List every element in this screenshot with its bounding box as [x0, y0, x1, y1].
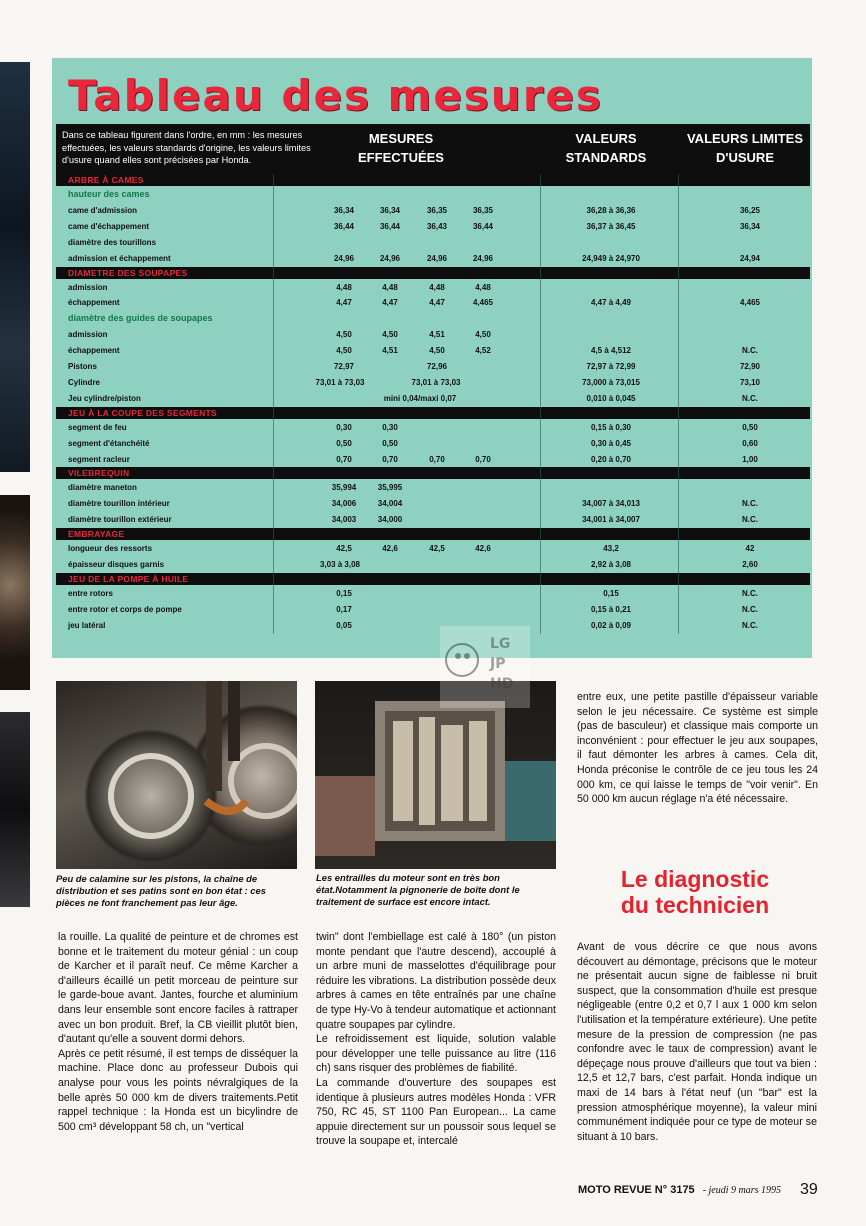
standard-value: 72,97 à 72,99: [586, 362, 636, 371]
pistons-illustration: [56, 681, 297, 869]
table-row: [0, 343, 866, 359]
row-label: entre rotors: [68, 588, 113, 598]
limit-value: N.C.: [742, 393, 758, 403]
standard-value: 24,949 à 24,970: [582, 253, 640, 263]
measured-value: 4,48: [429, 282, 445, 292]
measured-value: 3,03 à 3,08: [319, 560, 361, 569]
table-row: [0, 541, 866, 557]
row-label: admission: [68, 282, 108, 292]
limit-value: N.C.: [742, 588, 758, 598]
section-title: ARBRE À CAMES: [68, 175, 144, 185]
measured-value: 0,15: [336, 588, 352, 598]
measured-value: 24,96: [426, 253, 448, 263]
measured-value: 73,01 à 73,03: [411, 377, 461, 387]
measured-value: 4,48: [336, 282, 352, 292]
standard-value: 4,5 à 4,512: [590, 346, 632, 356]
measured-value: 4,50: [475, 330, 491, 340]
table-intro: Dans ce tableau figurent dans l'ordre, en mm : les mesures effectuées, les valeurs standards d'origine, les valeurs limites d'usure quand elles sont précisées par Honda.: [62, 130, 311, 165]
pistons-photo: [56, 681, 297, 869]
section-heading-line1: Le diagnostic: [620, 866, 770, 892]
table-row: [0, 235, 866, 251]
header-limits: VALEURS LIMITES D'USURE: [686, 131, 804, 165]
standard-value: 4,47 à 4,49: [590, 298, 632, 308]
row-label: diamètre tourillon intérieur: [68, 499, 170, 509]
measured-value: 4,465: [472, 298, 494, 308]
section-bar: [56, 467, 810, 479]
measured-value: 73,01 à 73,03: [315, 377, 365, 387]
measured-value: 36,34: [379, 205, 401, 215]
table-row: [0, 480, 866, 496]
standard-value: 0,15 à 0,21: [590, 604, 632, 614]
section-title: EMBRAYAGE: [68, 529, 125, 540]
limit-value: 24,94: [739, 253, 761, 263]
table-row: [0, 436, 866, 452]
limit-value: N.C.: [742, 620, 758, 630]
page-number: 39: [800, 1181, 818, 1198]
measured-value: 36,44: [472, 221, 494, 231]
section-bar: [56, 174, 810, 186]
measured-value: 24,96: [472, 253, 494, 263]
table-row: [0, 203, 866, 219]
magazine-issue: MOTO REVUE N° 3175: [578, 1184, 695, 1196]
table-row: [0, 359, 866, 375]
table-row: [0, 391, 866, 407]
limit-value: 72,90: [739, 362, 761, 371]
limit-value: 4,465: [739, 298, 761, 308]
measured-value: 42,5: [429, 544, 445, 554]
measured-value: 36,34: [333, 205, 355, 215]
article-column-2: [316, 930, 556, 1149]
measured-value: 4,50: [336, 346, 352, 356]
table-row: [0, 496, 866, 512]
measured-value: 4,50: [429, 346, 445, 356]
table-header: [56, 124, 810, 174]
limit-value: 1,00: [742, 454, 758, 464]
row-label: jeu latéral: [68, 620, 106, 630]
header-standard: VALEURS STANDARDS: [565, 131, 647, 165]
page-footer: [578, 1184, 781, 1196]
measured-value: 4,51: [429, 330, 445, 340]
column-3-paragraph-1: Avant de vous décrire ce que nous avons découvert au démontage, précisons que le moteur ne présentait aucun signe de faiblesse ni bruit suspect, que la consommation d'huile est presque négligeable (entre 0,2 et 0,7 l aux 1 000 km selon l'utilisation et la température extérieure). Une petite mesure de la pression de compression (ne pas confondre avec le taux de compression) avant le dépeçage nous prouve d'ailleurs que tout va bien : 12,5 et 12,7 bars, c'est parfait. Honda indique un maxi de 14 bars à l'état neuf (un "bar" est la pression atmosphérique moyenne), la valeur mini communément indiquée pour ce type de moteur se situant à 10 bars.: [577, 941, 817, 1143]
edge-photo-3: [0, 712, 30, 907]
article-column-1: [58, 930, 298, 1134]
standard-value: 36,37 à 36,45: [586, 221, 636, 231]
article-right-top: entre eux, une petite pastille d'épaisseur variable selon le jeu nécessaire. Ce système est simple (pas de basculeur) et classique mais comporte un inconvénient : pour effectuer le jeu aux soupapes, il faut démonter les arbres à cames. Cela dit, Honda préconise le contrôle de ce jeu tous les 24 000 km, ce qui laisse le temps de "voir venir". En 50 000 km aucun réglage n'a été nécessaire.: [577, 691, 818, 806]
measured-value: 34,006: [331, 499, 357, 509]
header-measured: MESURES EFFECTUÉES: [358, 131, 444, 165]
row-label: longueur des ressorts: [68, 544, 153, 554]
section-title: JEU À LA COUPE DES SEGMENTS: [68, 407, 218, 418]
standard-value: 36,28 à 36,36: [586, 205, 636, 215]
measured-value: mini 0,04/maxi 0,07: [383, 393, 457, 403]
row-label: admission: [68, 330, 108, 340]
limit-value: N.C.: [742, 346, 758, 356]
table-title: Tableau des mesures: [68, 71, 603, 120]
row-label: segment d'étanchéité: [68, 438, 150, 448]
standard-value: 0,15: [603, 588, 619, 598]
row-label: segment racleur: [68, 454, 130, 464]
section-bar: [56, 407, 810, 419]
standard-value: 0,02 à 0,09: [590, 620, 632, 630]
table-row: [0, 327, 866, 343]
limit-value: 42: [745, 544, 755, 554]
row-label: diamètre maneton: [68, 483, 137, 493]
row-label: échappement: [68, 346, 120, 356]
column-1-paragraph-1: la rouille. La qualité de peinture et de chromes est bonne et le traitement du moteur génial : un coup de Karcher et il paraît neuf. Ce même Karcher a d'ailleurs écaillé un petit morceau de peinture sur le garde-boue avant. Jantes, fourche et aluminium dans leur ensemble sont encore faciles à rattraper avec un bon produit. Bref, la CB vieillit plutôt bien, d'autant qu'elle a souvent dormi dehors.: [58, 931, 298, 1046]
measured-value: 35,994: [331, 483, 357, 493]
caption-middle: Les entrailles du moteur sont en très bon état.Notamment la pignonerie de boîte dont le traitement de surface est encore intact.: [316, 872, 520, 907]
column-2-paragraph-3: La commande d'ouverture des soupapes est identique à plusieurs autres modèles Honda : VFR 750, RC 45, ST 1100 Pan European... La came appuie directement sur un poussoir sous lequel se trouve la soupape et, intercalé: [316, 1076, 556, 1148]
svg-text:JP: JP: [490, 656, 506, 672]
measured-value: 42,5: [336, 544, 352, 554]
section-title: JEU DE LA POMPE À HUILE: [68, 573, 189, 584]
measured-value: 0,30: [382, 422, 398, 432]
measured-value: 0,05: [336, 620, 352, 630]
measured-value: 4,52: [475, 346, 491, 356]
measured-value: 0,50: [382, 438, 398, 448]
measured-value: 4,50: [382, 330, 398, 340]
limit-value: 2,60: [742, 560, 758, 569]
standard-value: 0,30 à 0,45: [590, 438, 632, 448]
limit-value: 36,25: [739, 205, 761, 215]
table-row: [0, 602, 866, 618]
column-2-paragraph-1: twin" dont l'embiellage est calé à 180° (un piston monte pendant que l'autre descend), accouplé à un arbre muni de masselottes d'équilibrage pour réduire les vibrations. La distribution possède deux arbres à cames en tête entraînés par une chaîne de type Hy-Vo à tendeur automatique et actionnant quatre soupapes par cylindre.: [316, 931, 556, 1031]
column-1-paragraph-2: Après ce petit résumé, il est temps de disséquer la machine. Place donc au professeur Dubois qui analyse pour vous les points névralgiques de la belle après 50 000 km de divers traitements.Petit rappel technique : la Honda est un bicylindre de 500 cm³ développant 58 ch, un "vertical: [58, 1047, 298, 1133]
table-row: [0, 280, 866, 296]
table-row: [0, 586, 866, 602]
column-divider: [273, 174, 274, 634]
measured-value: 4,47: [429, 298, 445, 308]
standard-value: 0,15 à 0,30: [590, 422, 632, 432]
measured-value: 4,47: [382, 298, 398, 308]
row-label: came d'admission: [68, 205, 138, 215]
section-title: VILEBREQUIN: [68, 468, 130, 479]
row-label: Pistons: [68, 362, 97, 371]
limit-value: 73,10: [739, 377, 761, 387]
measured-value: 24,96: [379, 253, 401, 263]
section-heading-line2: du technicien: [620, 892, 770, 918]
measured-value: 36,44: [333, 221, 355, 231]
table-row: [0, 420, 866, 436]
measured-value: 4,48: [475, 282, 491, 292]
gearbox-illustration: [315, 681, 556, 869]
measured-value: 4,50: [336, 330, 352, 340]
standard-value: 0,010 à 0,045: [586, 393, 636, 403]
row-label: admission et échappement: [68, 253, 171, 263]
table-row: [0, 452, 866, 468]
section-title: DIAMETRE DES SOUPAPES: [68, 267, 188, 278]
limit-value: 36,34: [739, 221, 761, 231]
table-row: [0, 557, 866, 573]
section-bar: [56, 528, 810, 540]
column-2-paragraph-2: Le refroidissement est liquide, solution valable pour développer une telle puissance au litre (116 ch) sans risquer des problèmes de fiabilité.: [316, 1033, 556, 1075]
table-subheading: hauteur des cames: [68, 189, 150, 199]
gearbox-photo: [315, 681, 556, 869]
standard-value: 0,20 à 0,70: [590, 454, 632, 464]
limit-value: N.C.: [742, 604, 758, 614]
row-label: entre rotor et corps de pompe: [68, 604, 182, 614]
row-label: diamètre des tourillons: [68, 237, 157, 247]
row-label: came d'échappement: [68, 221, 150, 231]
standard-value: 43,2: [603, 544, 619, 554]
measured-value: 36,43: [426, 221, 448, 231]
measured-value: 34,003: [331, 515, 357, 525]
limit-value: 0,60: [742, 438, 758, 448]
measured-value: 0,50: [336, 438, 352, 448]
measured-value: 42,6: [475, 544, 491, 554]
svg-text:LG: LG: [490, 636, 511, 652]
row-label: épaisseur disques garnis: [68, 560, 165, 569]
watermark-stamp: [440, 626, 530, 708]
row-label: segment de feu: [68, 422, 127, 432]
table-subheading: diamètre des guides de soupapes: [68, 313, 213, 324]
measured-value: 72,97: [333, 362, 355, 371]
standard-value: 34,001 à 34,007: [582, 515, 640, 525]
measured-value: 24,96: [333, 253, 355, 263]
section-bar: [56, 573, 810, 585]
measured-value: 34,000: [377, 515, 403, 525]
measured-value: 35,995: [377, 483, 403, 493]
caption-left: Peu de calamine sur les pistons, la chaîne de distribution et ses patins sont en bon état : ces pièces ne font franchement pas leur âge.: [56, 873, 266, 908]
section-bar: [56, 267, 810, 279]
measured-value: 36,35: [472, 205, 494, 215]
edge-photo-1: [0, 62, 30, 472]
measured-value: 4,47: [336, 298, 352, 308]
measured-value: 0,70: [429, 454, 445, 464]
row-label: diamètre tourillon extérieur: [68, 515, 172, 525]
table-row: [0, 295, 866, 311]
measured-value: 34,004: [377, 499, 403, 509]
measured-value: 36,44: [379, 221, 401, 231]
article-column-3: [577, 940, 817, 1144]
table-row: [0, 512, 866, 528]
section-heading: [590, 866, 800, 918]
row-label: Cylindre: [68, 377, 101, 387]
issue-date: - jeudi 9 mars 1995: [702, 1185, 782, 1196]
svg-text:HD: HD: [490, 676, 514, 692]
standard-value: 2,92 à 3,08: [590, 560, 632, 569]
table-row: [0, 219, 866, 235]
measured-value: 0,30: [336, 422, 352, 432]
measured-value: 4,51: [382, 346, 398, 356]
column-divider: [678, 174, 679, 634]
measured-value: 0,70: [382, 454, 398, 464]
standard-value: 34,007 à 34,013: [582, 499, 640, 509]
column-divider: [540, 174, 541, 634]
limit-value: N.C.: [742, 515, 758, 525]
table-row: [0, 251, 866, 267]
measured-value: 0,70: [336, 454, 352, 464]
limit-value: N.C.: [742, 499, 758, 509]
limit-value: 0,50: [742, 422, 758, 432]
standard-value: 73,000 à 73,015: [582, 377, 640, 387]
table-row: [0, 618, 866, 634]
table-row: [0, 375, 866, 391]
measured-value: 0,70: [475, 454, 491, 464]
measured-value: 4,48: [382, 282, 398, 292]
row-label: Jeu cylindre/piston: [68, 393, 141, 403]
measured-value: 36,35: [426, 205, 448, 215]
row-label: échappement: [68, 298, 120, 308]
measured-value: 72,96: [426, 362, 448, 371]
measured-value: 0,17: [336, 604, 352, 614]
measured-value: 42,6: [382, 544, 398, 554]
